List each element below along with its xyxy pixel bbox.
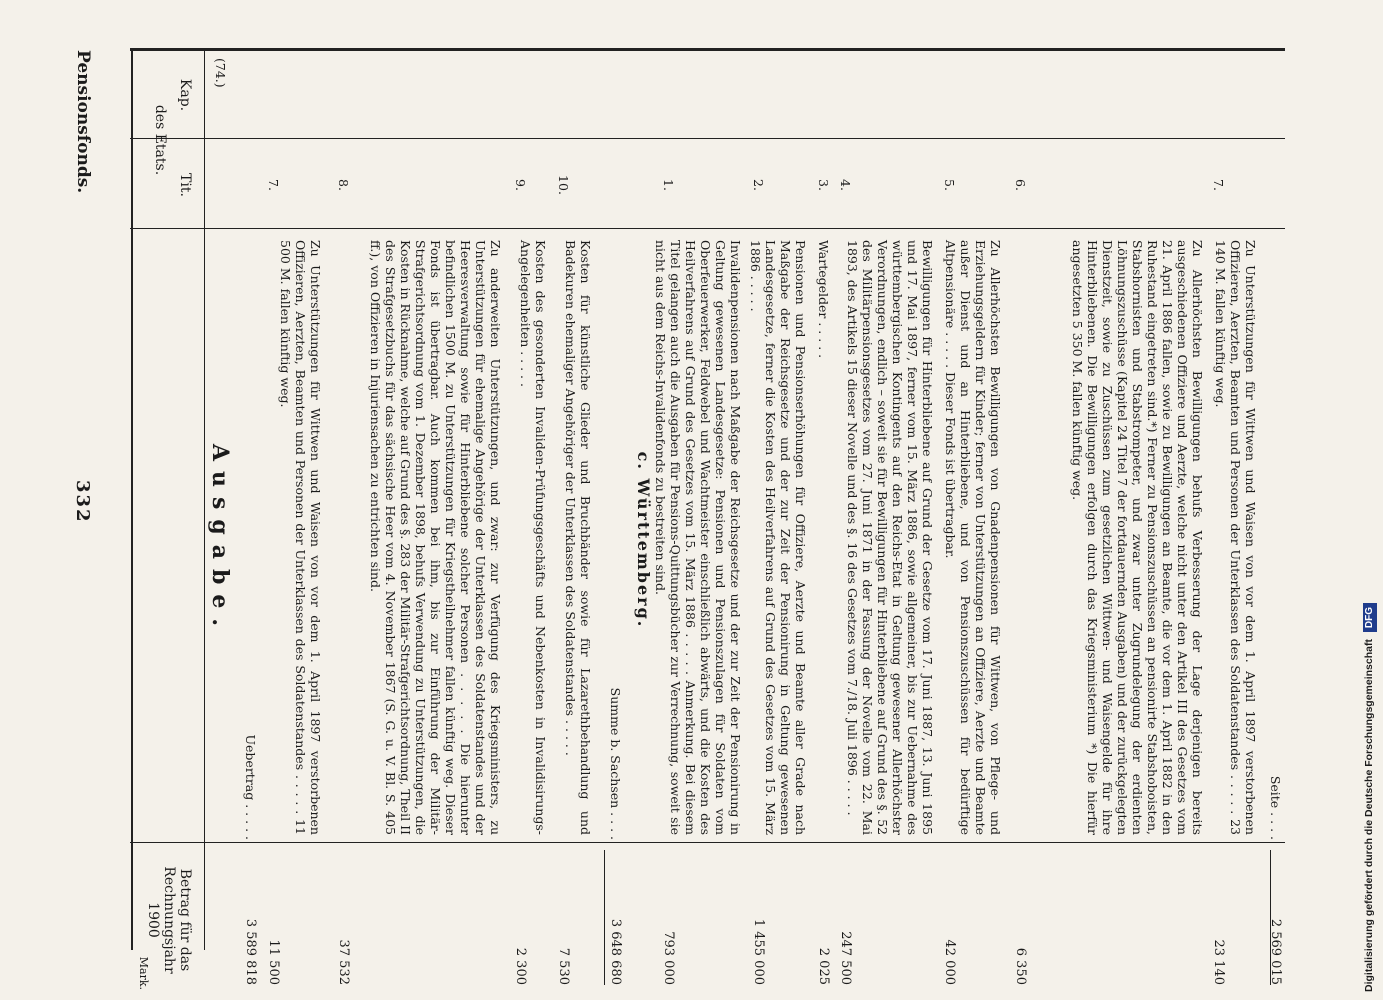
col-divider-3 bbox=[130, 842, 1285, 843]
row-c-tit: 2. bbox=[751, 179, 766, 191]
row-a-text: Zu Unterstützungen für Wittwen und Waisen von vor dem 1. April 1897 verstorbenen Offizieren, Aerzten, Beamten und Personen der Unterklassen des Soldatenstandes . . . . . 11 500 M. fallen künftig weg. bbox=[278, 240, 323, 835]
row-c-text: Invalidenpensionen nach Maßgabe der Reichsgesetze und der zur Zeit der Pensionirung in Geltung gewesenen Landesgesetze: Pensionen und Pensionszulagen für Soldaten vom Oberfeuerwerker, Feldwebel und Wachtmeister einschließlich abwärts, und die Kosten des Heilverfahrens auf Grund des Gesetzes vom 15. März 1886 . . . . . Anmerkung. Bei diesem Titel gelangen auch die Ausgaben für Pensions-Quittungsbücher zur Verrechnung, soweit sie nicht aus dem Reichs-Invalidenfonds zu bestreiten sind. bbox=[653, 240, 743, 835]
row-c-tit: 7. bbox=[1211, 179, 1226, 191]
seite-value: 2 569 015 bbox=[1268, 918, 1283, 985]
row-c-amount: 793 000 bbox=[661, 931, 676, 985]
row-a-text: Zu anderweiten Unterstützungen, und zwar: zur Verfügung des Kriegsministers, zu Unterstützungen für ehemalige Angehörige der Unterklassen des Soldatenstandes und der Heeresverwaltung sowie für Hinterbliebene solcher Personen . . . . . Die hierunter befindlichen 1500 M. zu Unterstützungen für Kriegstheilnehmer fallen künftig weg. Dieser Fonds ist übertragbar. Auch kommen bei ihm, bis zur Einführung der Militär-Strafgerichtsordnung vom 1. Dezember 1898, behufs Verwendung zu Unterstützungen, die Kosten in Rücknahme, welche auf Grund des §. 283 der Militär-Strafgerichtsordnung, Theil II des Strafgesetzbuchs für das sächsische Heer vom 4. November 1867 (S. G. u. V. Bl. S. 405 ff.), von Offizieren in Injuriensachen zu entrichten sind. bbox=[368, 240, 503, 835]
row-a-tit: 10. bbox=[556, 175, 571, 195]
row-c-tit: 3. bbox=[816, 179, 831, 191]
summe-b-value: 3 648 680 bbox=[608, 918, 623, 985]
row-c-amount: 6 350 bbox=[1013, 947, 1028, 985]
running-head: Pensionsfonds. bbox=[73, 50, 93, 194]
header-tit: Tit. bbox=[177, 173, 193, 197]
row-a-tit: 7. bbox=[266, 179, 281, 191]
row-a-amount: 7 530 bbox=[556, 947, 571, 985]
row-c-amount: 2 025 bbox=[816, 947, 831, 985]
row-c-amount: 1 455 000 bbox=[751, 918, 766, 985]
kap-value: (74.) bbox=[213, 58, 228, 88]
summe-b-label: Summe b. Sachsen . . . . bbox=[608, 687, 623, 840]
row-a-amount: 37 532 bbox=[336, 939, 351, 985]
row-c-text: Zu Unterstützungen für Wittwen und Waisen von vor dem 1. April 1897 verstorbenen Offizieren, Aerzten, Beamten und Personen der Unterklassen des Soldatenstandes . . . . . 23 140 M. fallen künftig weg. bbox=[1213, 240, 1258, 835]
col-divider-1 bbox=[130, 138, 1285, 139]
row-a-tit: 9. bbox=[513, 179, 528, 191]
page-number: 332 bbox=[72, 480, 93, 524]
row-c-tit: 4. bbox=[838, 179, 853, 191]
frame-top-line bbox=[131, 50, 133, 950]
watermark-strip bbox=[1358, 12, 1380, 992]
row-c-amount: 23 140 bbox=[1211, 939, 1226, 985]
uebertrag-value: 3 589 818 bbox=[243, 918, 258, 985]
frame-left-line bbox=[130, 48, 1285, 51]
watermark-text: Digitalisierung gefördert durch die Deutsche Forschungsgemeinschaft bbox=[1363, 639, 1375, 992]
header-rule bbox=[204, 50, 205, 950]
header-kap: Kap. bbox=[177, 78, 193, 112]
summe-b-rule bbox=[604, 850, 605, 985]
header-des-etats: des Etats. bbox=[152, 104, 168, 176]
seite-label: Seite . . . . bbox=[1268, 775, 1283, 840]
row-c-amount: 247 500 bbox=[838, 931, 853, 985]
row-a-tit: 8. bbox=[336, 179, 351, 191]
row-c-text: Zu Allerhöchsten Bewilligungen behufs Verbesserung der Lage derjenigen bereits ausgeschiedenen Offiziere und Aerzte, welche nicht unter den Artikel III des Gesetzes vom 21. April 1886 fallen, sowie zu Bewilligungen an Beamte, die vor dem 1. April 1882 in den Ruhestand eingetreten sind.*) Ferner zu Pensionszuschüssen an pensionirte Stabshoboisten, Stabshornisten und Stabstrompeter, und zwar unter Zugrundelegung der erdienten Löhnungszuschüsse (Kapitel 24 Titel 7 der fortdauernden Ausgaben) und der zurückgelegten Dienstzeit, sowie zu Zuschüssen zum gesetzlichen Wittwen- und Waisengelde für ihre Hinterbliebenen. Die Bewilligungen erfolgen durch das Kriegsministerium *) Die hierfür angesetzten 5 350 M. fallen künftig weg. bbox=[1070, 240, 1205, 835]
row-c-text: Pensionen und Pensionserhöhungen für Offiziere, Aerzte und Beamte aller Grade nach Maßgabe der Reichsgesetze und der zur Zeit der Pensionirung in Geltung gewesenen Landesgesetze, ferner die Kosten des Heilverfahrens auf Grund des Gesetzes vom 15. März 1886 . . . . . bbox=[748, 240, 808, 835]
title-ausgabe: Ausgabe. bbox=[207, 443, 233, 637]
row-c-amount: 42 000 bbox=[942, 939, 957, 985]
row-c-tit: 1. bbox=[661, 179, 676, 191]
dfg-logo: DFG bbox=[1363, 603, 1377, 632]
row-c-tit: 6. bbox=[1013, 179, 1028, 191]
row-a-amount: 2 300 bbox=[513, 947, 528, 985]
section-wuerttemberg: c. Württemberg. bbox=[634, 451, 653, 629]
header-betrag: Betrag für das Rechnungsjahr 1900 bbox=[145, 866, 193, 974]
uebertrag-label: Uebertrag . . . . . bbox=[243, 734, 258, 840]
row-c-tit: 5. bbox=[942, 179, 957, 191]
row-a-amount: 11 500 bbox=[266, 939, 281, 985]
header-mark: Mark. bbox=[137, 956, 150, 990]
row-a-text: Kosten des gesonderten Invaliden-Prüfungsgeschäfts und Nebenkosten in Invalidisirungs-Angelegenheiten . . . . . bbox=[518, 240, 548, 835]
col-divider-2 bbox=[130, 228, 1285, 229]
row-c-text: Bewilligungen für Hinterbliebene auf Grund der Gesetze vom 17. Juni 1887, 13. Juni 1895 und 17. Mai 1897, ferner vom 15. März 1886, sowie allgemeiner, bis zur Uebernahme des württembergischen Kontingents auf den Reichs-Etat in Geltung gewesener Allerhöchster Verordnungen, endlich – soweit sie für Bewilligungen für Hinterbliebene auf Grund des §. 52 des Militärpensionsgesetzes vom 27. Juni 1871 in der Fassung der Novelle vom 22. Mai 1893, des Artikels 15 dieser Novelle und des §. 16 des Gesetzes vom 7./18. Juli 1896 . . . . . bbox=[845, 240, 935, 835]
row-c-text: Wartegelder . . . . . bbox=[816, 240, 831, 359]
row-c-text: Zu Allerhöchsten Bewilligungen von Gnadenpensionen für Wittwen, von Pflege- und Erziehungsgeldern für Kinder; ferner von Unterstützungen an Offiziere, Aerzte und Beamte außer Dienst und an Hinterbliebene, und von Pensionszuschüssen für bedürftige Altpensionäre . . . . . Dieser Fonds ist übertragbar. bbox=[943, 240, 1003, 835]
row-a-text: Kosten für künstliche Glieder und Bruchbänder sowie für Lazarethbehandlung und Badekuren ehemaliger Angehöriger der Unterklassen des Soldatenstandes . . . . . bbox=[563, 240, 593, 835]
